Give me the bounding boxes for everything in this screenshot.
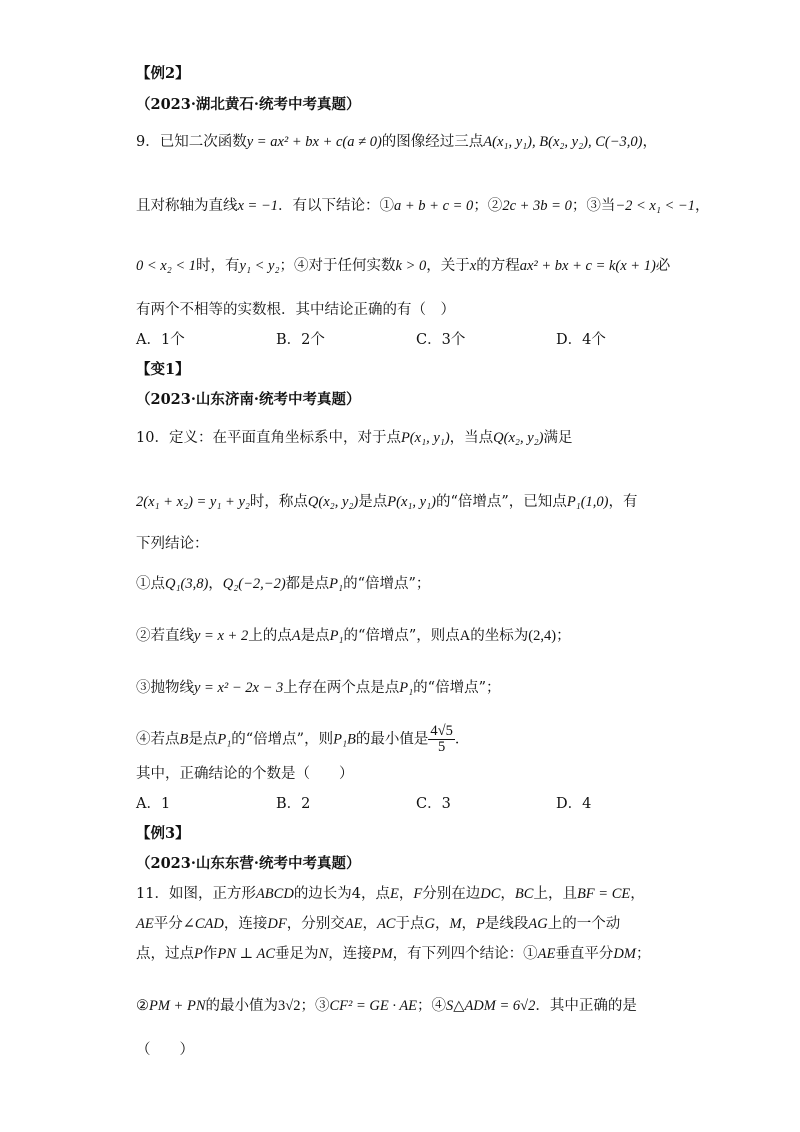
text: 的“倍增点”，则: [231, 731, 334, 748]
math: AE: [136, 916, 154, 932]
math: PM: [371, 946, 393, 962]
text: ；③当: [571, 198, 616, 214]
text: ，当点: [449, 430, 494, 446]
question-11-line-3: [136, 944, 650, 964]
math-point-p: P(x₁, y₁): [387, 494, 436, 510]
text: 是点: [358, 494, 388, 510]
math-parabola: y = x² − 2x − 3: [194, 680, 284, 696]
math-p1: P₁: [329, 576, 344, 592]
text: ④若点: [136, 731, 180, 748]
text: 时，称点: [249, 494, 308, 510]
question-10-line-3: 下列结论：: [136, 536, 209, 552]
text: 的图像经过三点: [381, 134, 484, 150]
math-point-p1: P₁(1,0): [566, 494, 609, 510]
text: 的最小值是: [355, 731, 429, 748]
math-q1: Q₁(3,8): [165, 576, 209, 592]
math-condition: 2(x₁ + x₂) = y₁ + y₂: [136, 494, 250, 510]
math-range-x2: 0 < x₂ < 1: [136, 258, 197, 274]
math-fraction: [428, 724, 454, 755]
option-b: B．2个: [276, 332, 325, 348]
text: 是点: [300, 628, 330, 644]
conclusion-4: [136, 724, 469, 755]
text: ．有以下结论：①: [278, 198, 395, 214]
option-d: D．4个: [556, 332, 606, 348]
math-q2: Q₂(−2,−2): [222, 576, 286, 592]
option-d: D．4: [556, 796, 592, 812]
text: ，: [642, 134, 657, 150]
text: ③抛物线: [136, 680, 194, 696]
math-range-x1: −2 < x₁ < −1: [615, 198, 695, 214]
math: 3√2: [278, 998, 301, 1014]
fraction-denominator: 5: [437, 739, 446, 755]
text: 上，且: [533, 886, 577, 902]
option-c: C．3: [416, 796, 451, 812]
math: ∠CAD: [182, 916, 224, 932]
math-p1: P₁: [217, 731, 232, 748]
math-a: A: [291, 628, 301, 644]
text: ，分别交: [286, 916, 345, 932]
math-k: k > 0: [395, 258, 427, 274]
text: 是线段: [484, 916, 529, 932]
option-b: B．2: [276, 796, 311, 812]
text: 平分: [153, 916, 183, 932]
math: AE: [344, 916, 363, 932]
math: BF = CE: [576, 886, 631, 902]
math-line: y = x + 2: [194, 628, 249, 644]
text: ，: [208, 576, 223, 592]
example-3-tag: 【例3】: [136, 825, 190, 842]
option-c: C．3个: [416, 332, 466, 348]
example-2-tag: 【例2】: [136, 65, 190, 82]
text: ．: [454, 731, 470, 748]
text: 的边长为4，点: [293, 886, 391, 902]
math-coord: (2,4): [528, 628, 557, 644]
math: P: [476, 916, 485, 932]
question-number: 11．: [136, 886, 169, 902]
math: N: [318, 946, 329, 962]
option-a: A．1: [136, 796, 171, 812]
math: PM + PN: [149, 998, 206, 1014]
math: PN ⊥ AC: [217, 946, 276, 962]
variant-1-source: （2023·山东济南·统考中考真题）: [136, 391, 361, 408]
text: 上的点: [248, 628, 292, 644]
math-point-q: Q(x₂, y₂): [493, 430, 544, 446]
text: ，: [461, 916, 477, 932]
math: DF: [267, 916, 287, 932]
example-3-source: （2023·山东东营·统考中考真题）: [136, 855, 361, 872]
text: 上的一个动: [547, 916, 621, 932]
math-y-compare: y₁ < y₂: [239, 258, 280, 274]
example-2-source: （2023·湖北黄石·统考中考真题）: [136, 96, 361, 113]
text: ，: [630, 886, 645, 902]
question-11-line-4: [136, 996, 637, 1016]
text: 分别在边: [422, 886, 481, 902]
math: G: [424, 916, 435, 932]
text: ，连接: [223, 916, 268, 932]
text: 的方程: [476, 258, 520, 274]
option-a: A．1个: [136, 332, 185, 348]
text: 已知二次函数: [159, 134, 247, 150]
text: 垂直平分: [555, 946, 614, 962]
text: ，: [398, 886, 414, 902]
text: ；: [635, 946, 651, 962]
text: 的最小值为: [205, 998, 278, 1014]
text: ②若直线: [136, 628, 194, 644]
text: 的“倍增点”；: [343, 576, 431, 592]
text: ，关于: [426, 258, 470, 274]
text: 是点: [188, 731, 218, 748]
math: AG: [528, 916, 548, 932]
math-points: A(x₁, y₁), B(x₂, y₂), C(−3,0): [483, 134, 643, 150]
math: E: [390, 886, 399, 902]
text: 且对称轴为直线: [136, 198, 238, 214]
math-p1b: P₁B: [333, 731, 356, 748]
text: 垂足为: [275, 946, 319, 962]
text: 都是点: [285, 576, 330, 592]
math: CF² = GE · AE: [329, 998, 418, 1014]
text: ，: [362, 916, 377, 932]
question-10-prompt: 其中，正确结论的个数是（ ）: [136, 766, 354, 782]
text: 的坐标为: [470, 628, 529, 644]
text: 的“倍增点”，则点: [343, 628, 460, 644]
question-11-answer-paren: （ ）: [136, 1042, 194, 1058]
math-quadratic: y = ax² + bx + c(a ≠ 0): [246, 134, 382, 150]
text: 时，有: [196, 258, 240, 274]
text: 的“倍增点”；: [413, 680, 501, 696]
conclusion-1: [136, 574, 430, 594]
text: ，: [500, 886, 515, 902]
math-point-p: P(x₁, y₁): [400, 430, 450, 446]
text: ；④: [417, 998, 447, 1014]
text: ②: [136, 998, 149, 1014]
text: ；: [556, 628, 571, 644]
math-a: A: [459, 628, 471, 644]
math-equation: ax² + bx + c = k(x + 1): [519, 258, 656, 274]
text: ；④对于任何实数: [279, 258, 396, 274]
math-x: x: [469, 258, 477, 274]
math: F: [413, 886, 423, 902]
text: 必: [655, 258, 671, 274]
text: ；②: [473, 198, 503, 214]
text: 点，过点: [136, 946, 194, 962]
math-b: B: [179, 731, 189, 748]
question-11-line-1: [136, 884, 645, 904]
text: ，: [434, 916, 450, 932]
math-p1: P₁: [399, 680, 414, 696]
text: ①点: [136, 576, 165, 592]
text: 作: [202, 946, 218, 962]
math: DC: [480, 886, 501, 902]
math-conclusion-1: a + b + c = 0: [394, 198, 474, 214]
question-number: 10．: [136, 430, 169, 446]
question-9-line-3: [136, 256, 670, 276]
question-10-line-1: [136, 428, 573, 448]
math: M: [449, 916, 462, 932]
math-point-q: Q(x₂, y₂): [307, 494, 359, 510]
text: 满足: [543, 430, 573, 446]
conclusion-2: [136, 626, 571, 646]
math-conclusion-2: 2c + 3b = 0: [502, 198, 572, 214]
text: ，连接: [328, 946, 372, 962]
math: ABCD: [255, 886, 294, 902]
math: AC: [376, 916, 396, 932]
question-9-line-4: 有两个不相等的实数根．其中结论正确的有（ ）: [136, 302, 455, 318]
math: DM: [613, 946, 636, 962]
text: 定义：在平面直角坐标系中，对于点: [168, 430, 401, 446]
text: ，有下列四个结论：①: [392, 946, 538, 962]
text: 上存在两个点是点: [283, 680, 400, 696]
math-axis: x = −1: [237, 198, 279, 214]
math: P: [194, 946, 203, 962]
text: ，有: [608, 494, 638, 510]
conclusion-3: [136, 678, 501, 698]
text: 的“倍增点”，已知点: [435, 494, 567, 510]
text: ；③: [300, 998, 330, 1014]
question-11-line-2: [136, 914, 620, 934]
text: 于点: [395, 916, 425, 932]
question-10-line-2: [136, 492, 638, 512]
text: ，: [694, 198, 710, 214]
text: ．其中正确的是: [535, 998, 637, 1014]
variant-1-tag: 【变1】: [136, 361, 190, 378]
question-number: 9．: [136, 134, 160, 150]
question-9-line-2: [136, 196, 709, 216]
math-p1: P₁: [329, 628, 344, 644]
fraction-numerator: 4√5: [430, 723, 453, 739]
math: S△ADM = 6√2: [446, 998, 536, 1014]
text: 如图，正方形: [168, 886, 256, 902]
math: BC: [514, 886, 534, 902]
question-9-line-1: [136, 132, 657, 152]
math: AE: [537, 946, 556, 962]
